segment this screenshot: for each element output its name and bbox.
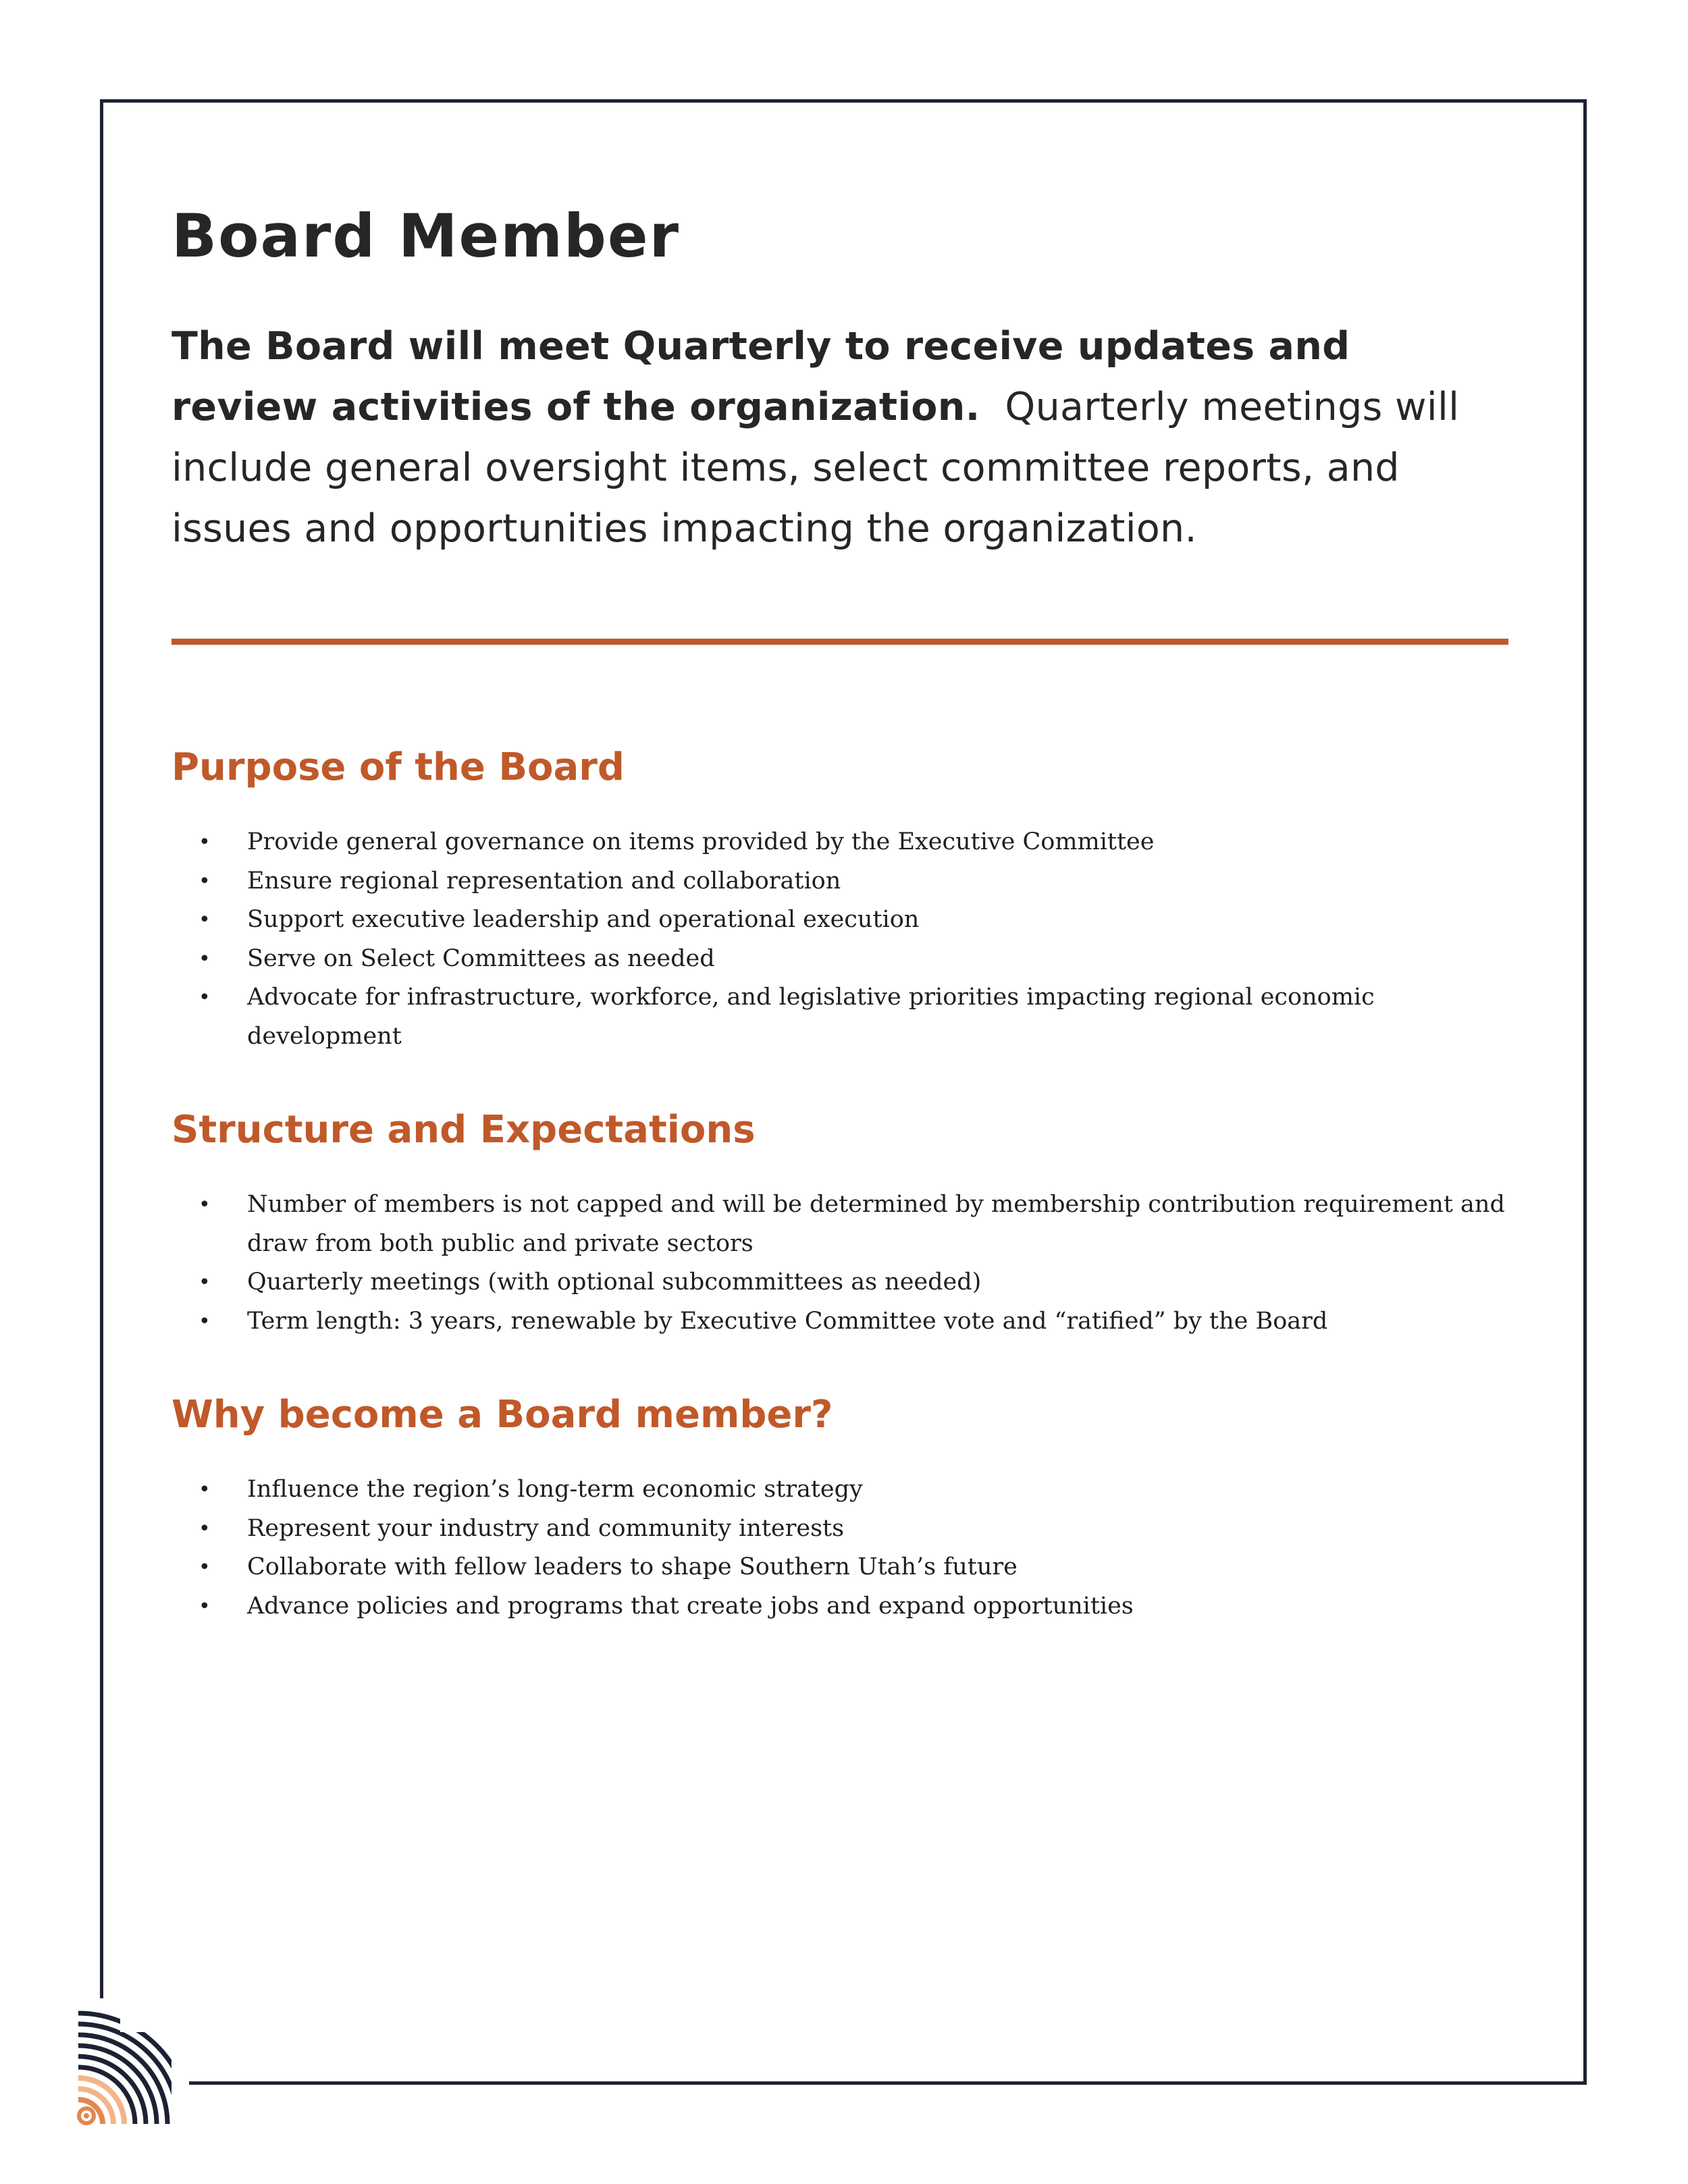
bullet-icon: • [199, 830, 211, 854]
list-item [172, 1263, 1508, 1302]
bullet-icon: • [199, 1309, 211, 1333]
list-item [172, 823, 1508, 862]
list-item-text: Collaborate with fellow leaders to shape Southern Utah’s future [247, 1553, 1018, 1580]
intro-bold-text: The Board will meet Quarterly to receive updates and review activities of the organization. [172, 324, 1350, 429]
list-item-text: Ensure regional representation and collaboration [247, 867, 841, 895]
structure-list [172, 1186, 1508, 1341]
list-item [172, 1470, 1508, 1510]
bullet-icon: • [199, 1594, 211, 1618]
list-item-text: Represent your industry and community interests [247, 1514, 845, 1542]
list-item-text: Number of members is not capped and will be determined by membership contribution requirement and draw from both public and private sectors [247, 1191, 1505, 1257]
list-item [172, 1587, 1508, 1626]
arcs-logo-icon [73, 2005, 177, 2129]
list-item-text: Support executive leadership and operational execution [247, 906, 920, 933]
purpose-heading: Purpose of the Board [172, 745, 625, 789]
list-item [172, 978, 1508, 1056]
bullet-icon: • [199, 869, 211, 893]
purpose-list [172, 823, 1508, 1056]
intro-regular-text: Quarterly meetings will include general oversight items, select committee reports, and issues and opportunities impacting the organization. [172, 385, 1460, 551]
list-item [172, 1186, 1508, 1263]
list-item [172, 901, 1508, 940]
bullet-icon: • [199, 947, 211, 971]
list-item [172, 1302, 1508, 1341]
bullet-icon: • [199, 1193, 211, 1217]
list-item [172, 1510, 1508, 1549]
page-title: Board Member [172, 201, 680, 271]
list-item-text: Influence the region’s long-term economic strategy [247, 1476, 863, 1503]
list-item-text: Provide general governance on items provided by the Executive Committee [247, 828, 1155, 855]
bullet-icon: • [199, 1555, 211, 1579]
intro-paragraph [172, 316, 1508, 559]
bullet-icon: • [199, 908, 211, 932]
list-item-text: Term length: 3 years, renewable by Executive Committee vote and “ratified” by the Board [247, 1307, 1328, 1335]
list-item [172, 862, 1508, 901]
document-body [172, 196, 1508, 1626]
list-item-text: Serve on Select Committees as needed [247, 944, 715, 972]
bullet-icon: • [199, 1478, 211, 1501]
list-item-text: Advocate for infrastructure, workforce, and legislative priorities impacting regional economic development [247, 984, 1375, 1050]
structure-heading: Structure and Expectations [172, 1108, 756, 1152]
section-divider [172, 639, 1508, 645]
why-list [172, 1470, 1508, 1626]
bullet-icon: • [199, 986, 211, 1009]
why-heading: Why become a Board member? [172, 1393, 833, 1437]
list-item-text: Advance policies and programs that create jobs and expand opportunities [247, 1592, 1134, 1620]
list-item-text: Quarterly meetings (with optional subcommittees as needed) [247, 1269, 982, 1296]
list-item [172, 940, 1508, 979]
bullet-icon: • [199, 1516, 211, 1541]
list-item [172, 1548, 1508, 1587]
bullet-icon: • [199, 1271, 211, 1294]
